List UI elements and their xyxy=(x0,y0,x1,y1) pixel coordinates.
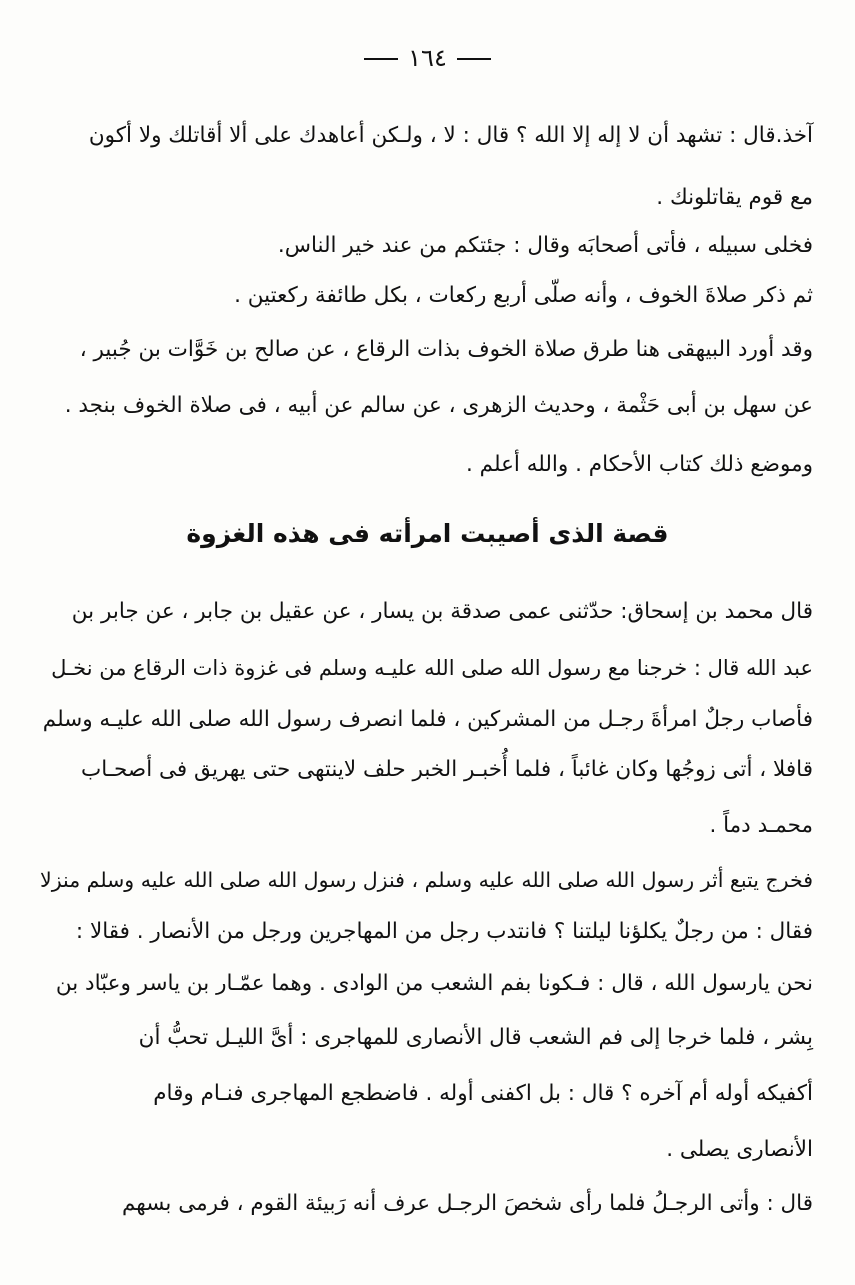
text-line: مع قوم يقاتلونك . xyxy=(656,185,813,210)
page-number xyxy=(0,44,855,72)
text-line: بِشر ، فلما خرجا إلى فم الشعب قال الأنصارى للمهاجرى : أىَّ الليـل تحبُّ أن xyxy=(138,1025,813,1050)
text-line: محمـد دماً . xyxy=(709,813,813,838)
text-line: ثم ذكر صلاةَ الخوف ، وأنه صلّى أربع ركعات ، بكل طائفة ركعتين . xyxy=(234,283,813,308)
text-line: وقد أورد البيهقى هنا طرق صلاة الخوف بذات الرقاع ، عن صالح بن خَوَّات بن جُبير ، xyxy=(79,337,813,362)
text-line: فقال : من رجلٌ يكلؤنا ليلتنا ؟ فانتدب رجل من المهاجرين ورجل من الأنصار . فقالا : xyxy=(75,919,813,944)
text-line: الأنصارى يصلى . xyxy=(666,1137,813,1162)
section-heading: قصة الذى أصيبت امرأته فى هذه الغزوة xyxy=(186,519,669,548)
text-line: فخرج يتبع أثر رسول الله صلى الله عليه وسلم ، فنزل رسول الله صلى الله عليه وسلم منزلا xyxy=(40,868,813,892)
text-line: قافلا ، أتى زوجُها وكان غائباً ، فلما أُخبـر الخبر حلف لاينتهى حتى يهريق فى أصحـاب xyxy=(80,757,813,782)
text-line: عبد الله قال : خرجنا مع رسول الله صلى الله عليـه وسلم فى غزوة ذات الرقاع من نخـل xyxy=(51,656,813,680)
text-line: وموضع ذلك كتاب الأحكام . والله أعلم . xyxy=(465,452,813,477)
text-line: أكفيكه أوله أم آخره ؟ قال : بل اكفنى أوله . فاضطجع المهاجرى فنـام وقام xyxy=(153,1081,813,1106)
text-line: نحن يارسول الله ، قال : فـكونا بفم الشعب من الوادى . وهما عمّـار بن ياسر وعبّاد بن xyxy=(55,971,813,996)
text-line: عن سهل بن أبى حَثْمة ، وحديث الزهرى ، عن سالم عن أبيه ، فى صلاة الخوف بنجد . xyxy=(64,393,813,418)
text-line: قال محمد بن إسحاق: حدّثنى عمى صدقة بن يسار ، عن عقيل بن جابر ، عن جابر بن xyxy=(71,599,813,624)
text-line: قال : وأتى الرجـلُ فلما رأى شخصَ الرجـل عرف أنه رَبيئة القوم ، فرمى بسهم xyxy=(122,1191,813,1216)
text-line: فخلى سبيله ، فأتى أصحابَه وقال : جئتكم من عند خير الناس. xyxy=(277,233,813,258)
page-number-dash-right xyxy=(457,58,491,60)
page-number-dash-left xyxy=(364,58,398,60)
text-line: فأصاب رجلٌ امرأةَ رجـل من المشركين ، فلما انصرف رسول الله صلى الله عليـه وسلم xyxy=(42,707,813,732)
text-line: آخذ.قال : تشهد أن لا إله إلا الله ؟ قال : لا ، ولـكن أعاهدك على ألا أقاتلك ولا أكون xyxy=(88,123,813,148)
page-number-value: ١٦٤ xyxy=(408,44,447,72)
